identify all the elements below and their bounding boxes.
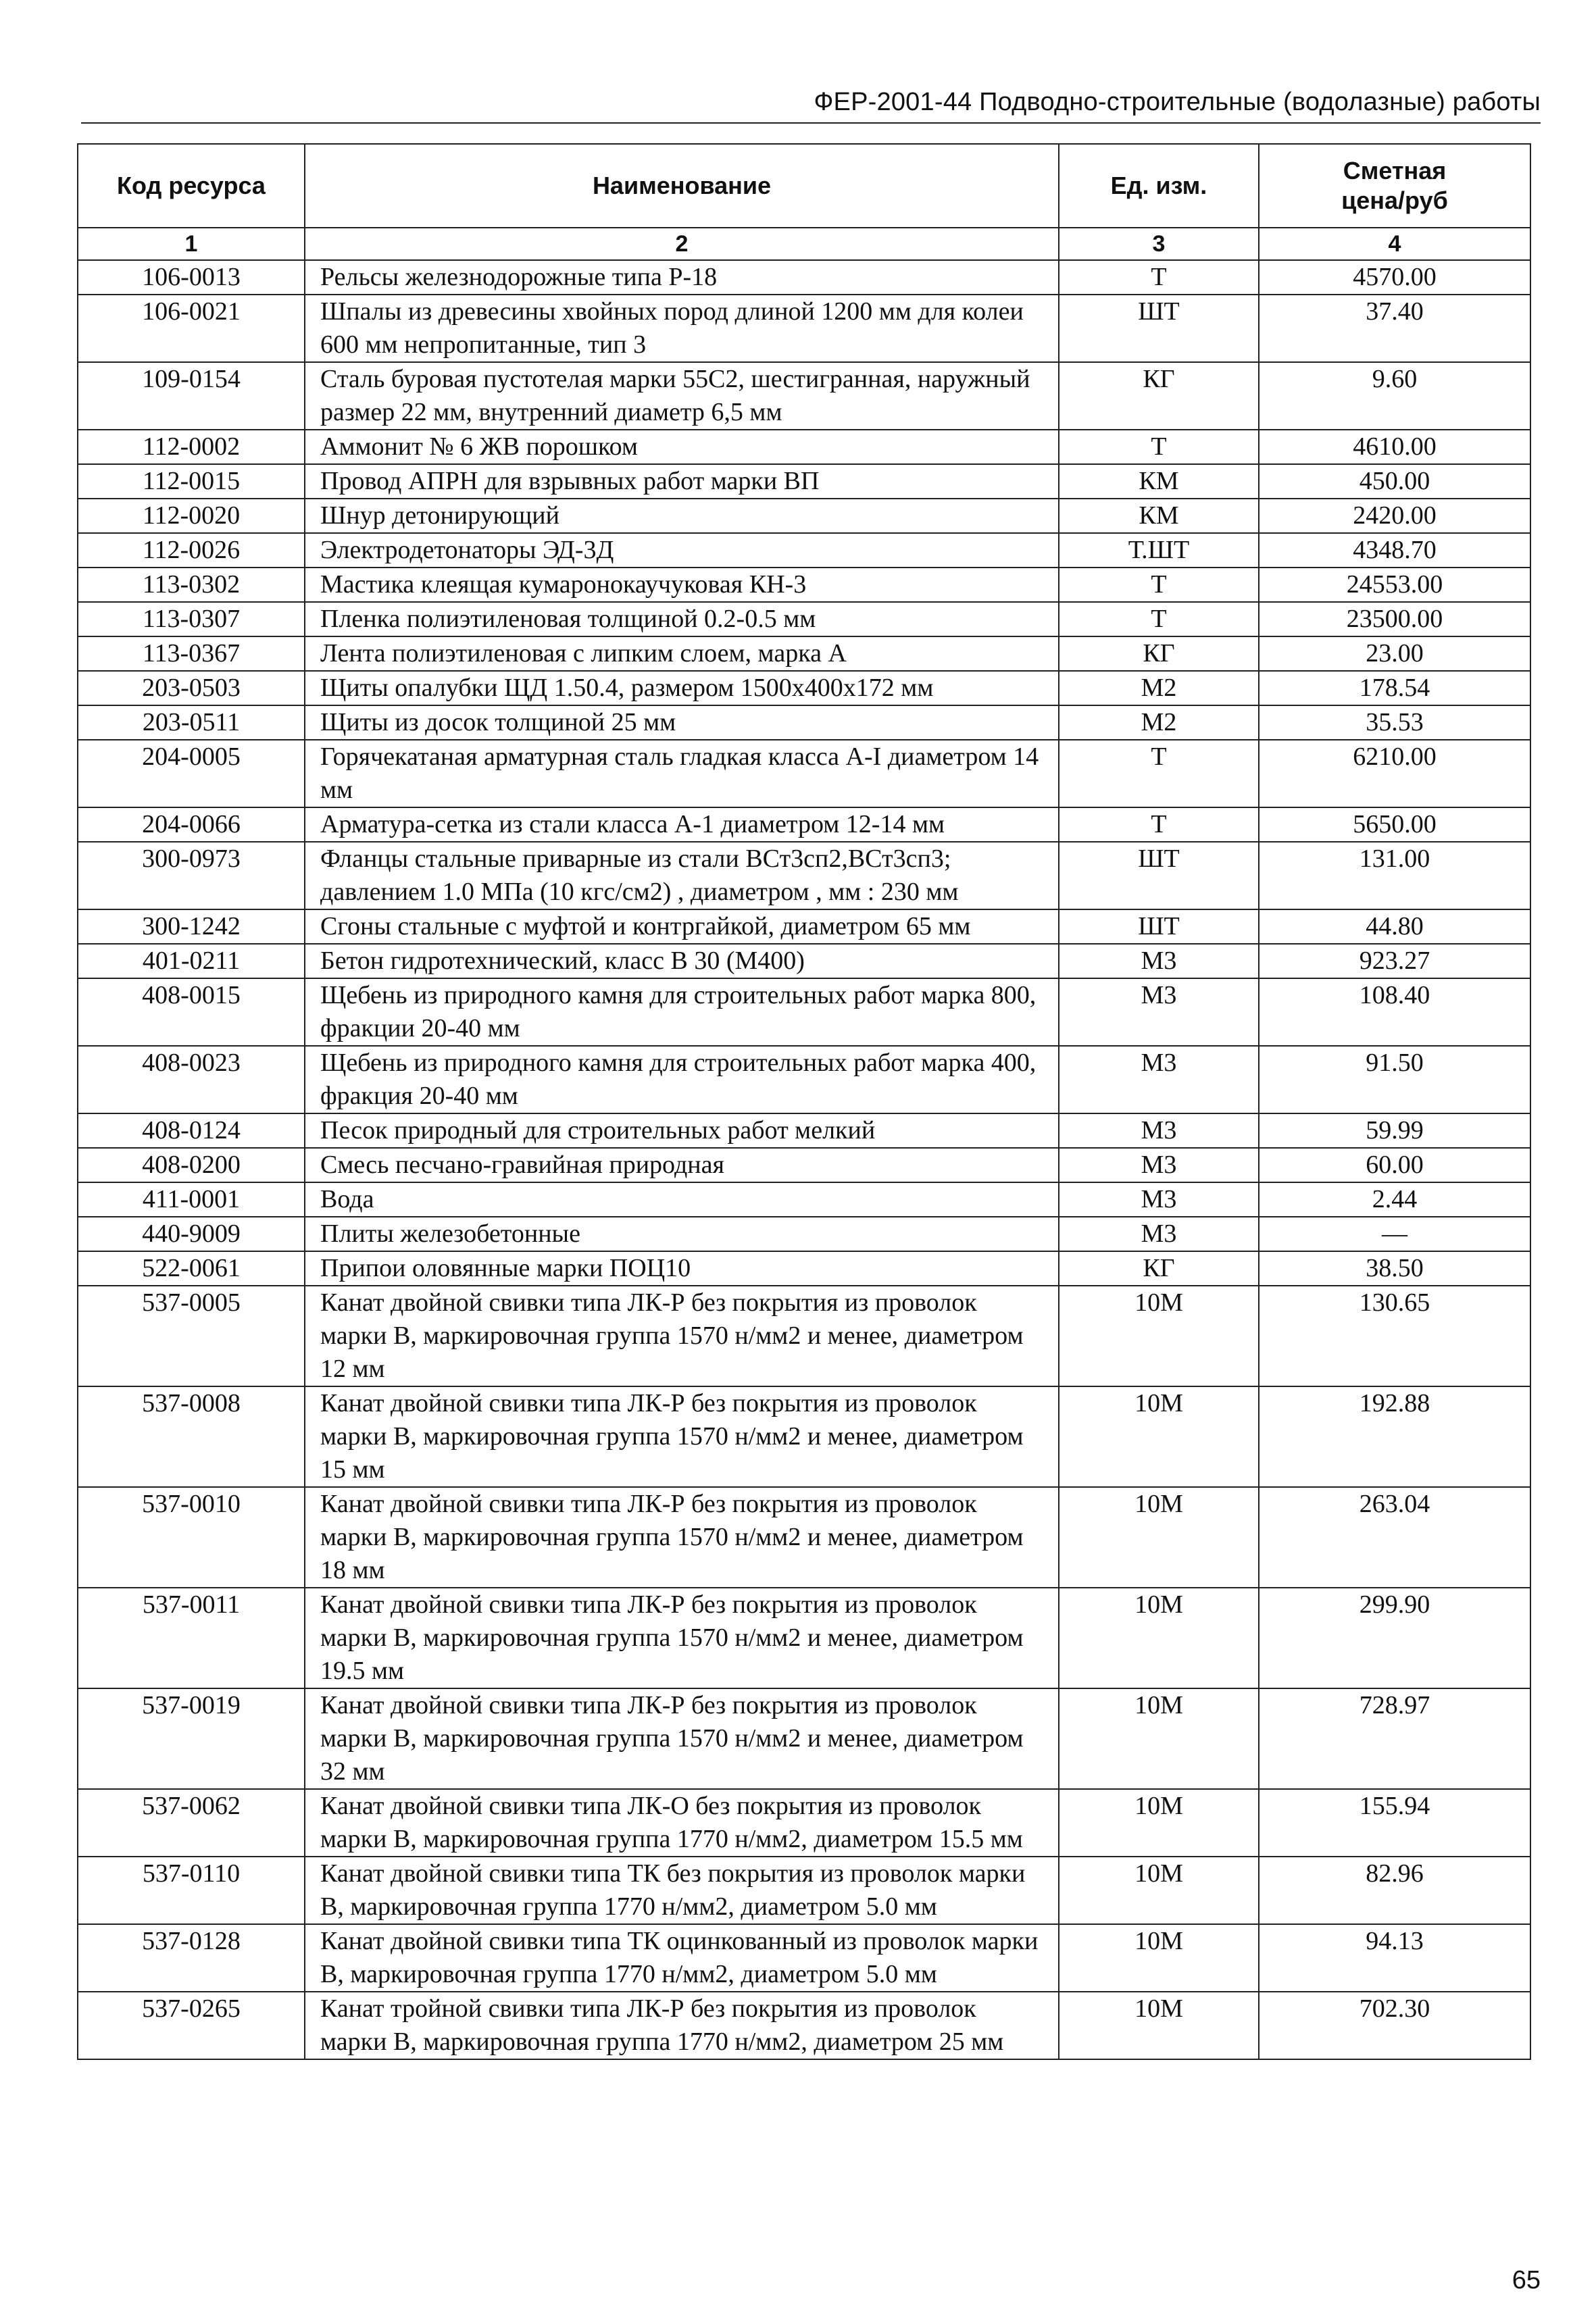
table-row [78,1217,1530,1251]
unit-cell: 10М [1059,1992,1259,2059]
column-number: 2 [305,228,1059,260]
resource-code-cell: 106-0021 [78,295,305,362]
resource-name-cell: Шнур детонирующий [305,499,1059,533]
resource-name-cell: Щиты опалубки ЩД 1.50.4, размером 1500х400х172 мм [305,671,1059,705]
unit-cell: М3 [1059,1113,1259,1148]
unit-cell: Т [1059,430,1259,464]
running-title: ФЕР-2001-44 Подводно-строительные (водолазные) работы [814,88,1541,116]
price-cell: 131.00 [1259,842,1530,909]
resource-name-cell: Песок природный для строительных работ мелкий [305,1113,1059,1148]
resource-name-cell: Припои оловянные марки ПОЦ10 [305,1251,1059,1286]
unit-cell: 10М [1059,1386,1259,1487]
table-row [78,1113,1530,1148]
table-row [78,260,1530,295]
resource-code-cell: 408-0200 [78,1148,305,1182]
resource-code-cell: 537-0008 [78,1386,305,1487]
unit-cell: М2 [1059,671,1259,705]
resource-name-cell: Пленка полиэтиленовая толщиной 0.2-0.5 мм [305,602,1059,636]
price-cell: 24553.00 [1259,568,1530,602]
table-row [78,978,1530,1046]
table-row [78,705,1530,740]
unit-cell: 10М [1059,1588,1259,1688]
unit-cell: ШТ [1059,842,1259,909]
resource-code-cell: 106-0013 [78,260,305,295]
column-number: 1 [78,228,305,260]
resource-code-cell: 537-0005 [78,1286,305,1386]
unit-cell: ШТ [1059,909,1259,944]
unit-cell: М3 [1059,978,1259,1046]
price-cell: 91.50 [1259,1046,1530,1113]
price-cell: 263.04 [1259,1487,1530,1588]
resource-name-cell: Щебень из природного камня для строительных работ марка 400, фракция 20-40 мм [305,1046,1059,1113]
price-header-text: Сметная цена/руб [1341,157,1448,214]
resource-code-cell: 537-0110 [78,1857,305,1924]
unit-cell: Т [1059,807,1259,842]
price-cell: 5650.00 [1259,807,1530,842]
page-number: 65 [1512,2266,1541,2294]
resource-code-cell: 401-0211 [78,944,305,978]
column-header-name: Наименование [305,144,1059,228]
price-cell: 37.40 [1259,295,1530,362]
price-cell: 728.97 [1259,1688,1530,1789]
resource-code-cell: 537-0010 [78,1487,305,1588]
resource-name-cell: Мастика клеящая кумаронокаучуковая КН-3 [305,568,1059,602]
price-cell: 2.44 [1259,1182,1530,1217]
table-row [78,1182,1530,1217]
unit-cell: 10М [1059,1789,1259,1857]
resource-code-cell: 203-0503 [78,671,305,705]
column-number-row [78,228,1530,260]
unit-cell: М3 [1059,1182,1259,1217]
resource-name-cell: Канат двойной свивки типа ТК оцинкованный из проволок марки В, маркировочная группа 1770 н/мм2, диаметром 5.0 мм [305,1924,1059,1992]
resource-name-cell: Смесь песчано-гравийная природная [305,1148,1059,1182]
resource-name-cell: Канат двойной свивки типа ЛК-Р без покрытия из проволок марки В, маркировочная группа 1570 н/мм2 и менее, диаметром 12 мм [305,1286,1059,1386]
resource-name-cell: Сгоны стальные с муфтой и контргайкой, диаметром 65 мм [305,909,1059,944]
resource-name-cell: Шпалы из древесины хвойных пород длиной 1200 мм для колеи 600 мм непропитанные, тип 3 [305,295,1059,362]
price-cell: — [1259,1217,1530,1251]
price-cell: 94.13 [1259,1924,1530,1992]
resource-code-cell: 204-0066 [78,807,305,842]
resource-code-cell: 113-0302 [78,568,305,602]
resource-code-cell: 112-0002 [78,430,305,464]
unit-cell: М3 [1059,1148,1259,1182]
table-row [78,909,1530,944]
resource-code-cell: 408-0023 [78,1046,305,1113]
unit-cell: КМ [1059,499,1259,533]
resource-name-cell: Канат тройной свивки типа ЛК-Р без покрытия из проволок марки В, маркировочная группа 1770 н/мм2, диаметром 25 мм [305,1992,1059,2059]
resource-code-cell: 408-0015 [78,978,305,1046]
resource-code-cell: 300-1242 [78,909,305,944]
table-row [78,636,1530,671]
unit-cell: Т [1059,602,1259,636]
resource-name-cell: Электродетонаторы ЭД-3Д [305,533,1059,568]
resource-code-cell: 109-0154 [78,362,305,430]
price-cell: 44.80 [1259,909,1530,944]
resource-name-cell: Канат двойной свивки типа ЛК-Р без покрытия из проволок марки В, маркировочная группа 1570 н/мм2 и менее, диаметром 32 мм [305,1688,1059,1789]
table-row [78,1386,1530,1487]
table-row [78,944,1530,978]
table-row [78,1588,1530,1688]
price-cell: 6210.00 [1259,740,1530,807]
table-row [78,362,1530,430]
price-cell: 192.88 [1259,1386,1530,1487]
resource-code-cell: 408-0124 [78,1113,305,1148]
price-cell: 299.90 [1259,1588,1530,1688]
resource-code-cell: 112-0020 [78,499,305,533]
unit-cell: Т [1059,568,1259,602]
price-cell: 178.54 [1259,671,1530,705]
unit-cell: Т.ШТ [1059,533,1259,568]
column-header-unit: Ед. изм. [1059,144,1259,228]
resource-name-cell: Щиты из досок толщиной 25 мм [305,705,1059,740]
unit-cell: КГ [1059,362,1259,430]
table-row [78,464,1530,499]
table-row [78,1924,1530,1992]
column-header-price [1259,144,1530,228]
table-row [78,740,1530,807]
price-cell: 82.96 [1259,1857,1530,1924]
table-row [78,1857,1530,1924]
price-cell: 108.40 [1259,978,1530,1046]
table-row [78,1789,1530,1857]
table-row [78,1046,1530,1113]
table-row [78,499,1530,533]
price-cell: 23.00 [1259,636,1530,671]
header-divider [81,122,1541,124]
price-cell: 702.30 [1259,1992,1530,2059]
resource-name-cell: Аммонит № 6 ЖВ порошком [305,430,1059,464]
resource-name-cell: Сталь буровая пустотелая марки 55С2, шестигранная, наружный размер 22 мм, внутренний диаметр 6,5 мм [305,362,1059,430]
table-row [78,430,1530,464]
resource-code-cell: 112-0026 [78,533,305,568]
table-row [78,1148,1530,1182]
resource-name-cell: Бетон гидротехнический, класс В 30 (М400) [305,944,1059,978]
price-cell: 130.65 [1259,1286,1530,1386]
resource-code-cell: 113-0367 [78,636,305,671]
resource-code-cell: 411-0001 [78,1182,305,1217]
unit-cell: КГ [1059,1251,1259,1286]
table-row [78,1286,1530,1386]
column-number: 4 [1259,228,1530,260]
table-row [78,1251,1530,1286]
unit-cell: Т [1059,740,1259,807]
unit-cell: КМ [1059,464,1259,499]
resource-code-cell: 300-0973 [78,842,305,909]
unit-cell: М3 [1059,1217,1259,1251]
table-row [78,1487,1530,1588]
price-cell: 60.00 [1259,1148,1530,1182]
resource-code-cell: 537-0019 [78,1688,305,1789]
price-cell: 59.99 [1259,1113,1530,1148]
resource-code-cell: 440-9009 [78,1217,305,1251]
resource-name-cell: Лента полиэтиленовая с липким слоем, марка А [305,636,1059,671]
unit-cell: 10М [1059,1487,1259,1588]
resource-name-cell: Провод АПРН для взрывных работ марки ВП [305,464,1059,499]
resource-name-cell: Вода [305,1182,1059,1217]
resource-code-cell: 537-0011 [78,1588,305,1688]
price-cell: 35.53 [1259,705,1530,740]
unit-cell: 10М [1059,1857,1259,1924]
resource-code-cell: 203-0511 [78,705,305,740]
price-cell: 450.00 [1259,464,1530,499]
unit-cell: 10М [1059,1286,1259,1386]
price-cell: 4348.70 [1259,533,1530,568]
resource-name-cell: Фланцы стальные приварные из стали ВСт3сп2,ВСт3сп3; давлением 1.0 МПа (10 кгс/см2) , диаметром , мм : 230 мм [305,842,1059,909]
resource-name-cell: Рельсы железнодорожные типа Р-18 [305,260,1059,295]
unit-cell: КГ [1059,636,1259,671]
resource-name-cell: Арматура-сетка из стали класса А-1 диаметром 12-14 мм [305,807,1059,842]
unit-cell: Т [1059,260,1259,295]
resource-code-cell: 204-0005 [78,740,305,807]
table-row [78,1992,1530,2059]
resource-name-cell: Плиты железобетонные [305,1217,1059,1251]
unit-cell: 10М [1059,1688,1259,1789]
unit-cell: ШТ [1059,295,1259,362]
resource-name-cell: Щебень из природного камня для строительных работ марка 800, фракции 20-40 мм [305,978,1059,1046]
table-row [78,671,1530,705]
table-row [78,807,1530,842]
table-row [78,568,1530,602]
resource-code-cell: 537-0128 [78,1924,305,1992]
table-header-row [78,144,1530,228]
table-row [78,533,1530,568]
price-cell: 4570.00 [1259,260,1530,295]
unit-cell: М3 [1059,1046,1259,1113]
table-row [78,295,1530,362]
resource-name-cell: Канат двойной свивки типа ЛК-Р без покрытия из проволок марки В, маркировочная группа 1570 н/мм2 и менее, диаметром 15 мм [305,1386,1059,1487]
price-cell: 155.94 [1259,1789,1530,1857]
table-row [78,602,1530,636]
resource-name-cell: Горячекатаная арматурная сталь гладкая класса А-I диаметром 14 мм [305,740,1059,807]
resource-name-cell: Канат двойной свивки типа ЛК-Р без покрытия из проволок марки В, маркировочная группа 1570 н/мм2 и менее, диаметром 18 мм [305,1487,1059,1588]
price-cell: 9.60 [1259,362,1530,430]
column-number: 3 [1059,228,1259,260]
table-row [78,842,1530,909]
price-cell: 23500.00 [1259,602,1530,636]
price-cell: 4610.00 [1259,430,1530,464]
price-cell: 2420.00 [1259,499,1530,533]
resource-name-cell: Канат двойной свивки типа ЛК-Р без покрытия из проволок марки В, маркировочная группа 1570 н/мм2 и менее, диаметром 19.5 мм [305,1588,1059,1688]
resource-code-cell: 112-0015 [78,464,305,499]
resource-code-cell: 537-0265 [78,1992,305,2059]
unit-cell: М3 [1059,944,1259,978]
unit-cell: М2 [1059,705,1259,740]
price-cell: 38.50 [1259,1251,1530,1286]
unit-cell: 10М [1059,1924,1259,1992]
resource-price-table [77,143,1531,2060]
price-cell: 923.27 [1259,944,1530,978]
resource-name-cell: Канат двойной свивки типа ТК без покрытия из проволок марки В, маркировочная группа 1770 н/мм2, диаметром 5.0 мм [305,1857,1059,1924]
resource-code-cell: 537-0062 [78,1789,305,1857]
resource-name-cell: Канат двойной свивки типа ЛК-О без покрытия из проволок марки В, маркировочная группа 1770 н/мм2, диаметром 15.5 мм [305,1789,1059,1857]
resource-code-cell: 522-0061 [78,1251,305,1286]
table-row [78,1688,1530,1789]
column-header-code: Код ресурса [78,144,305,228]
resource-code-cell: 113-0307 [78,602,305,636]
